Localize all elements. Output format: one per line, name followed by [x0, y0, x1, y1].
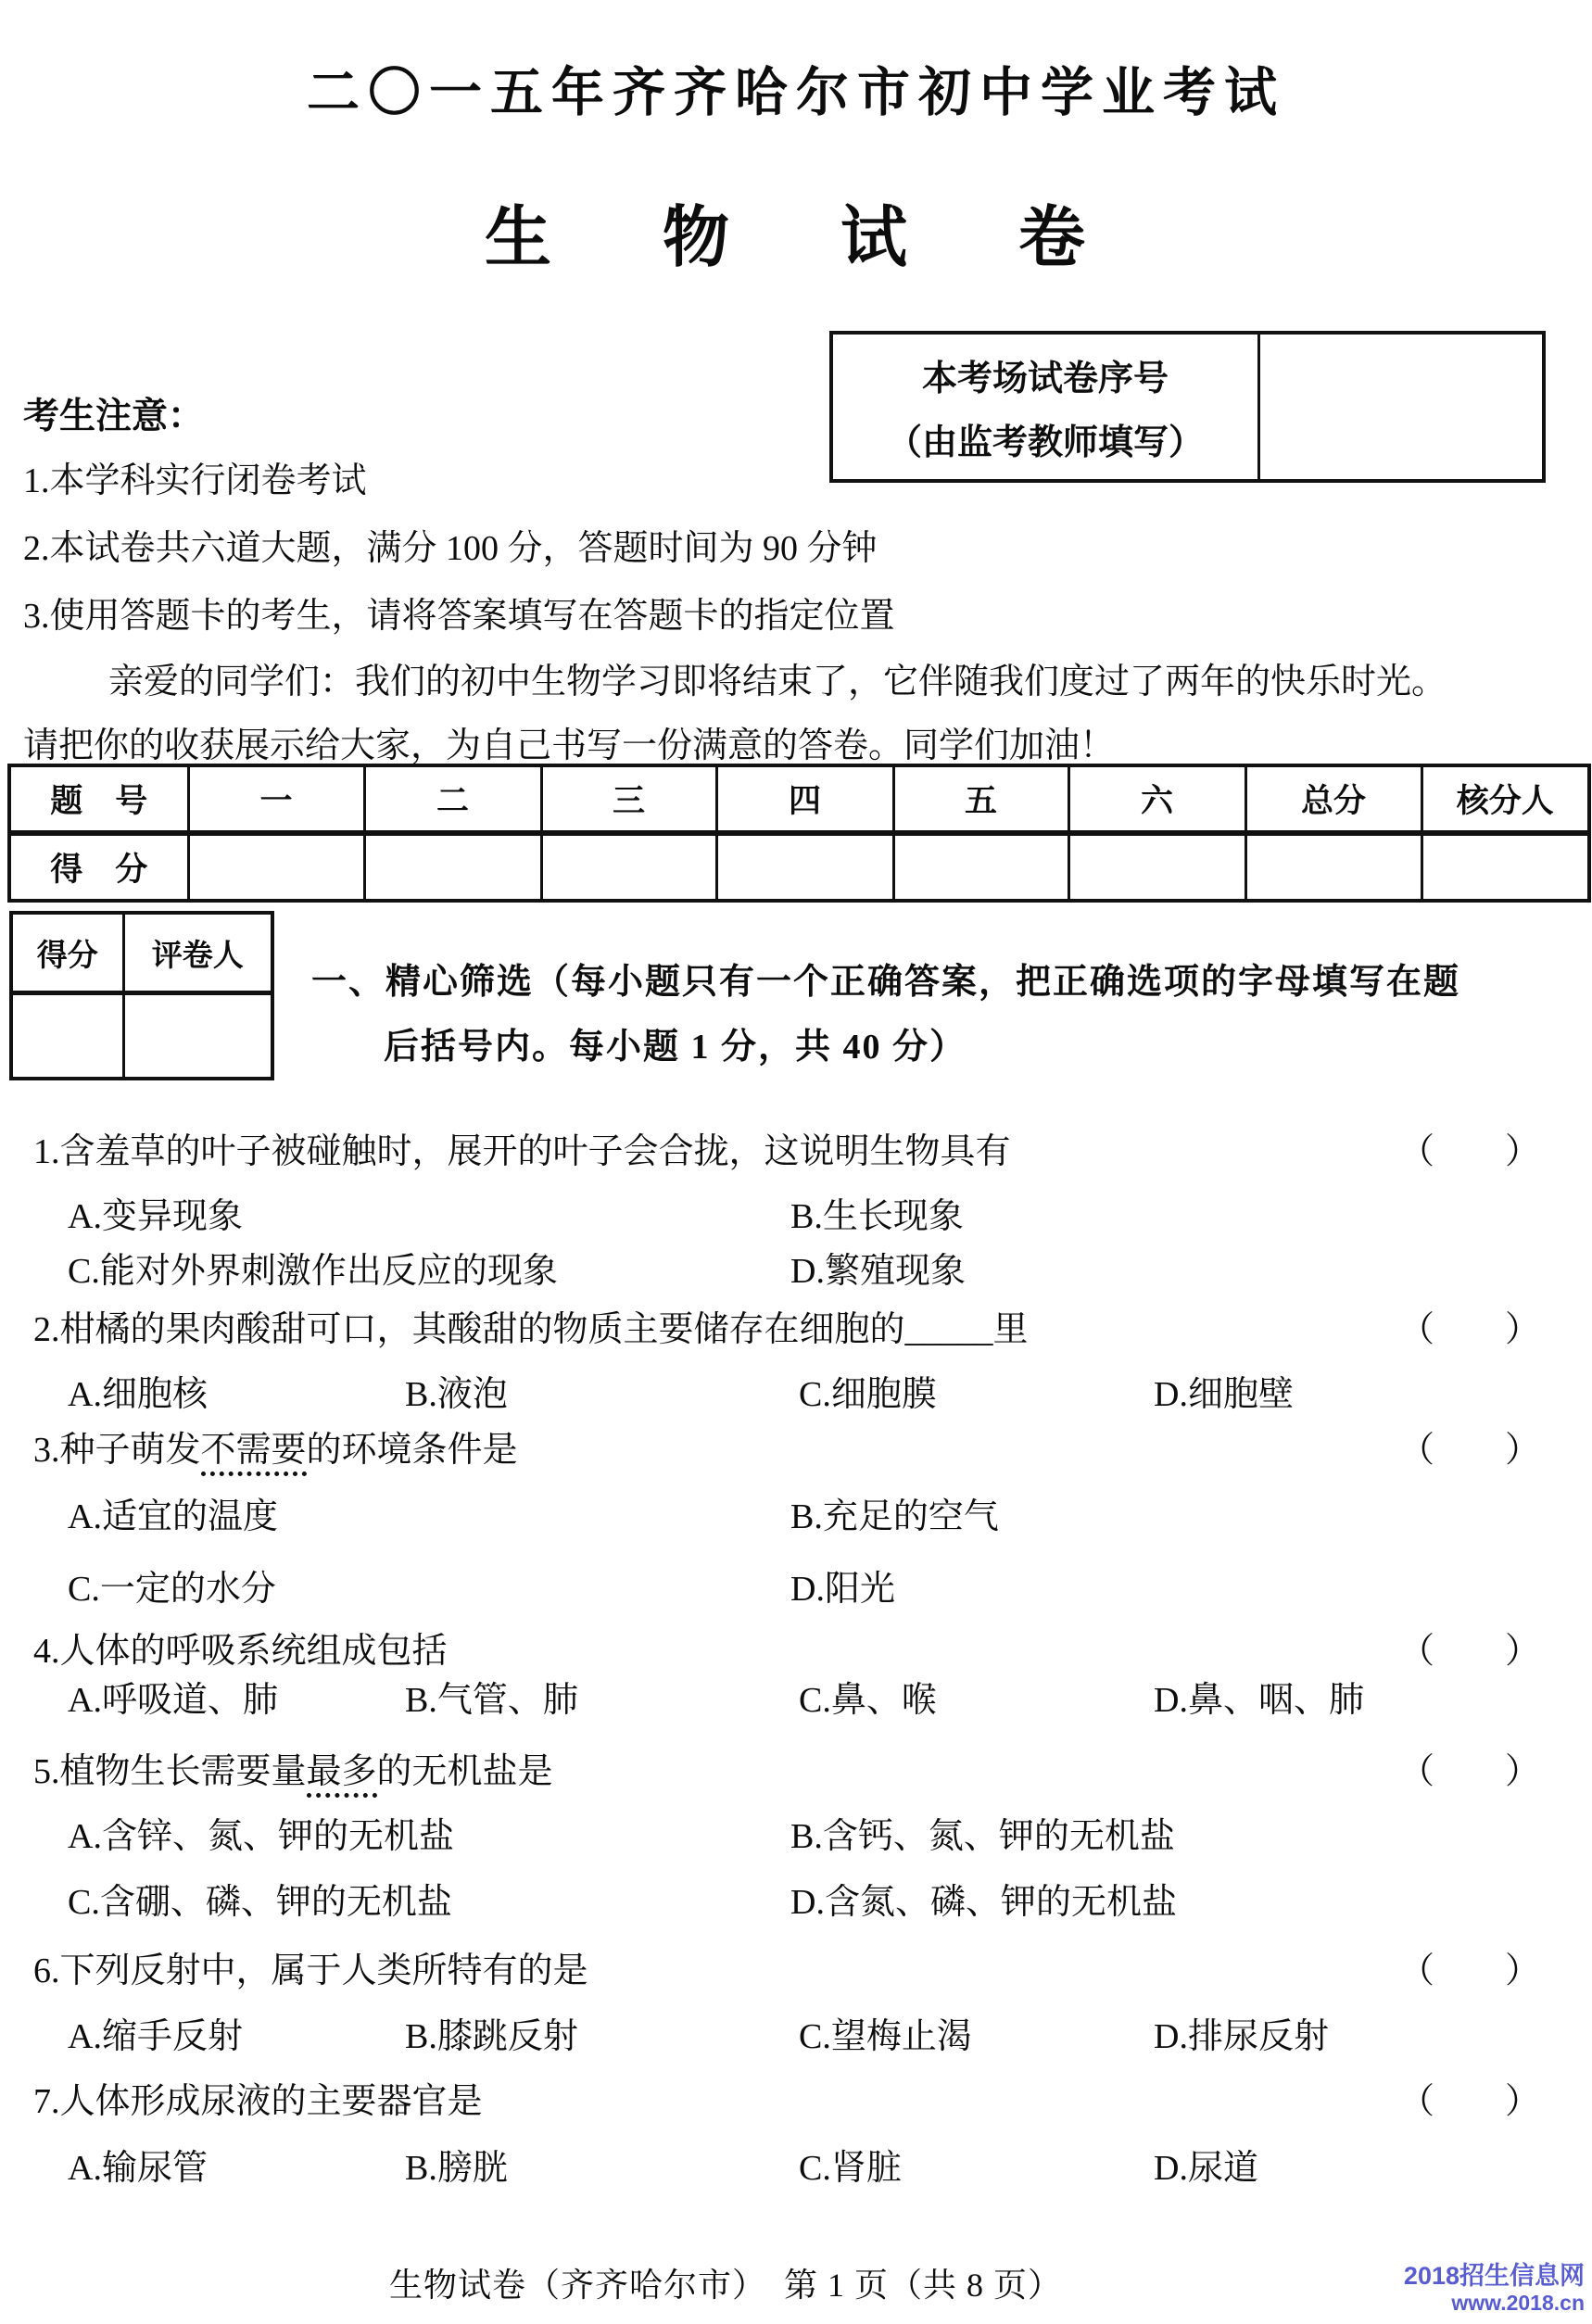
- page-footer: 生物试卷（齐齐哈尔市） 第 1 页（共 8 页）: [389, 2267, 1063, 2304]
- notice-heading: 考生注意：: [23, 397, 205, 436]
- question-1-option-d: D.繁殖现象: [790, 1252, 966, 1291]
- question-6-option-d: D.排尿反射: [1154, 2017, 1329, 2056]
- question-7-option-a: A.输尿管: [68, 2149, 208, 2188]
- question-4-option-d: D.鼻、咽、肺: [1154, 1681, 1364, 1720]
- score-header-col1: 一: [188, 765, 364, 833]
- serial-number-box: [829, 331, 1546, 483]
- question-6-text: 6.下列反射中，属于人类所特有的是: [33, 1951, 588, 1990]
- question-5-option-d: D.含氮、磷、钾的无机盐: [790, 1883, 1177, 1922]
- serial-box-label: [833, 335, 1260, 479]
- intro-line-2: 请把你的收获展示给大家，为自己书写一份满意的答卷。同学们加油！: [23, 726, 1116, 765]
- question-3-answer-blank: （ ）: [1399, 1431, 1541, 1470]
- question-5-answer-blank: （ ）: [1399, 1752, 1541, 1791]
- question-1-option-b: B.生长现象: [790, 1197, 964, 1236]
- question-3-option-c: C.一定的水分: [68, 1570, 276, 1609]
- score-header-label: 题 号: [9, 765, 188, 833]
- intro-line-1: 亲爱的同学们：我们的初中生物学习即将结束了，它伴随我们度过了两年的快乐时光。: [108, 663, 1447, 701]
- score-cell: [364, 833, 541, 901]
- question-2-option-d: D.细胞壁: [1154, 1375, 1294, 1414]
- question-5-text-post: 的无机盐是: [376, 1752, 553, 1791]
- question-7-answer-blank: （ ）: [1399, 2082, 1541, 2121]
- score-cell: [541, 833, 716, 901]
- question-5-text: [33, 1742, 553, 1793]
- question-2-option-a: A.细胞核: [68, 1375, 208, 1414]
- question-1-text: 1.含羞草的叶子被碰触时，展开的叶子会合拢，这说明生物具有: [33, 1132, 1011, 1171]
- question-2-option-b: B.液泡: [405, 1375, 508, 1414]
- question-7-option-b: B.膀胱: [405, 2149, 508, 2188]
- question-6-option-b: B.膝跳反射: [405, 2017, 578, 2056]
- watermark-site-name: 2018招生信息网: [1403, 2261, 1585, 2290]
- grader-box: [9, 911, 274, 1080]
- question-4-option-b: B.气管、肺: [405, 1681, 578, 1720]
- question-7-text: 7.人体形成尿液的主要器官是: [33, 2082, 483, 2121]
- question-5-text-pre: 5.植物生长需要量: [33, 1752, 307, 1791]
- question-3-option-a: A.适宜的温度: [68, 1497, 278, 1536]
- question-1-answer-blank: （ ）: [1399, 1132, 1541, 1171]
- notice-item-2: 2.本试卷共六道大题，满分 100 分，答题时间为 90 分钟: [23, 529, 878, 568]
- question-2-answer-blank: （ ）: [1399, 1310, 1541, 1349]
- question-6-option-c: C.望梅止渴: [799, 2017, 972, 2056]
- question-3-text: [33, 1421, 518, 1471]
- question-6-answer-blank: （ ）: [1399, 1951, 1541, 1990]
- question-3-text-emphasized: 不需要: [201, 1431, 307, 1476]
- section-one-heading-line2: 后括号内。每小题 1 分，共 40 分）: [384, 1028, 967, 1067]
- score-cell: [1421, 833, 1589, 901]
- grader-box-score-cell: [11, 993, 123, 1080]
- watermark: [1404, 2262, 1585, 2315]
- notice-item-3: 3.使用答题卡的考生，请将答案填写在答题卡的指定位置: [23, 597, 895, 636]
- score-header-col4: 四: [716, 765, 893, 833]
- question-7-option-d: D.尿道: [1154, 2149, 1258, 2188]
- score-header-col2: 二: [364, 765, 541, 833]
- question-4-option-a: A.呼吸道、肺: [68, 1681, 278, 1720]
- score-header-col3: 三: [541, 765, 716, 833]
- score-cell: [716, 833, 893, 901]
- question-4-option-c: C.鼻、喉: [799, 1681, 937, 1720]
- question-5-text-emphasized: 最多: [307, 1752, 377, 1798]
- serial-box-label-line1: 本考场试卷序号: [921, 360, 1169, 398]
- score-cell: [188, 833, 364, 901]
- score-cell: [1245, 833, 1421, 901]
- score-header-total: 总分: [1245, 765, 1421, 833]
- question-3-option-b: B.充足的空气: [790, 1497, 999, 1536]
- question-3-option-d: D.阳光: [790, 1570, 895, 1609]
- question-4-answer-blank: （ ）: [1399, 1632, 1541, 1671]
- question-2-text: 2.柑橘的果肉酸甜可口，其酸甜的物质主要储存在细胞的_____里: [33, 1310, 1029, 1349]
- question-1-option-c: C.能对外界刺激作出反应的现象: [68, 1252, 558, 1291]
- question-3-text-pre: 3.种子萌发: [33, 1431, 201, 1470]
- question-5-option-c: C.含硼、磷、钾的无机盐: [68, 1883, 452, 1922]
- question-2-option-c: C.细胞膜: [799, 1375, 937, 1414]
- score-header-checker: 核分人: [1421, 765, 1589, 833]
- section-one-heading-line1: 一、精心筛选（每小题只有一个正确答案，把正确选项的字母填写在题: [311, 963, 1461, 1002]
- grader-box-score-label: 得分: [11, 913, 123, 993]
- exam-title: 二〇一五年齐齐哈尔市初中学业考试: [307, 64, 1285, 122]
- score-header-col6: 六: [1068, 765, 1245, 833]
- paper-title: 生 物 试 卷: [484, 201, 1107, 275]
- question-5-option-a: A.含锌、氮、钾的无机盐: [68, 1817, 454, 1856]
- grader-box-grader-label: 评卷人: [123, 913, 272, 993]
- question-7-option-c: C.肾脏: [799, 2149, 902, 2188]
- watermark-site-url: www.2018.cn: [1451, 2290, 1585, 2315]
- score-table: [7, 764, 1591, 903]
- serial-box-label-line2: （由监考教师填写）: [886, 423, 1204, 462]
- score-header-col5: 五: [893, 765, 1068, 833]
- score-row-label: 得 分: [9, 833, 188, 901]
- grader-box-grader-cell: [123, 993, 272, 1080]
- serial-box-blank-cell: [1260, 335, 1542, 479]
- question-6-option-a: A.缩手反射: [68, 2017, 243, 2056]
- score-cell: [1068, 833, 1245, 901]
- notice-item-1: 1.本学科实行闭卷考试: [23, 461, 367, 500]
- question-5-option-b: B.含钙、氮、钾的无机盐: [790, 1817, 1175, 1856]
- question-1-option-a: A.变异现象: [68, 1197, 243, 1236]
- question-3-text-post: 的环境条件是: [306, 1431, 518, 1470]
- question-4-text: 4.人体的呼吸系统组成包括: [33, 1632, 448, 1671]
- score-cell: [893, 833, 1068, 901]
